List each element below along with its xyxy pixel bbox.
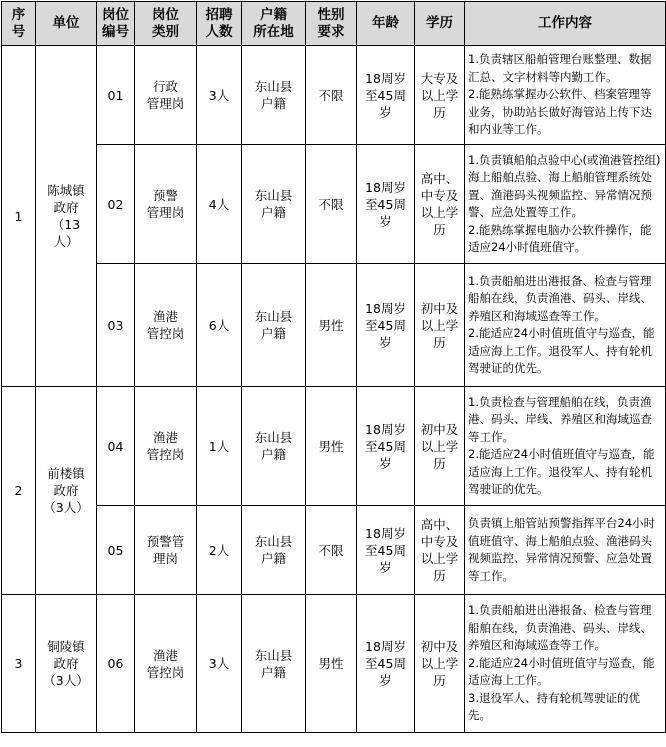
age-cell: 18周岁 至45周 岁 <box>357 145 415 264</box>
header-gender: 性别 要求 <box>306 2 357 46</box>
age-cell: 18周岁 至45周 岁 <box>357 595 415 733</box>
content-cell: 1.负责辖区船舶管理台账整理、数据汇总、文字材料等内勤工作。 2.能熟练掌握办公软件、档案管理等业务，协助站长做好海管站上传下达和内业等工作。 <box>465 46 666 145</box>
table-row <box>2 145 666 264</box>
header-content: 工作内容 <box>465 2 666 46</box>
count-cell: 1人 <box>197 387 242 506</box>
table-row <box>2 506 666 595</box>
unit-cell: 陈城镇 政府 （13 人） <box>36 46 97 387</box>
gender-cell: 不限 <box>306 46 357 145</box>
code-cell: 04 <box>97 387 135 506</box>
edu-cell: 初中及 以上学 历 <box>415 387 465 506</box>
edu-cell: 大专及 以上学 历 <box>415 46 465 145</box>
table-row <box>2 46 666 145</box>
edu-cell: 初中及 以上学 历 <box>415 264 465 387</box>
count-cell: 6人 <box>197 264 242 387</box>
recruitment-table <box>1 1 666 733</box>
age-cell: 18周岁 至45周 岁 <box>357 46 415 145</box>
header-hukou: 户籍 所在地 <box>242 2 306 46</box>
header-edu: 学历 <box>415 2 465 46</box>
table-row <box>2 264 666 387</box>
hukou-cell: 东山县 户籍 <box>242 145 306 264</box>
content-cell: 1.负责检查与管理船舶在线，负责渔港、码头、岸线、养殖区和海域巡查等工作。 2.能适应24小时值班值守与巡查，能适应海上工作。退役军人、持有轮机驾驶证的优先。 <box>465 387 666 506</box>
category-cell: 渔港 管控岗 <box>135 264 197 387</box>
table-row <box>2 595 666 733</box>
header-seq: 序 号 <box>2 2 36 46</box>
seq-cell: 2 <box>2 387 36 595</box>
edu-cell: 高中、 中专及 以上学 历 <box>415 506 465 595</box>
category-cell: 行政 管理岗 <box>135 46 197 145</box>
age-cell: 18周岁 至45周 岁 <box>357 387 415 506</box>
age-cell: 18周岁 至45周 岁 <box>357 506 415 595</box>
category-cell: 预警管 理岗 <box>135 506 197 595</box>
count-cell: 4人 <box>197 145 242 264</box>
count-cell: 3人 <box>197 595 242 733</box>
content-cell: 1.负责船舶进出港报备、检查与管理船舶在线，负责渔港、码头、岸线、养殖区和海域巡查等工作。 2.能适应24小时值班值守与巡查，能适应海上工作。 3.退役军人、持有轮机驾驶证的优先。 <box>465 595 666 733</box>
hukou-cell: 东山县 户籍 <box>242 264 306 387</box>
hukou-cell: 东山县 户籍 <box>242 46 306 145</box>
content-cell: 1.负责船舶进出港报备、检查与管理船舶在线，负责渔港、码头、岸线、养殖区和海域巡查等工作。 2.能适应24小时值班值守与巡查，能适应海上工作。退役军人、持有轮机驾驶证的优先。 <box>465 264 666 387</box>
count-cell: 3人 <box>197 46 242 145</box>
table-row <box>2 387 666 506</box>
header-row <box>2 2 666 46</box>
count-cell: 2人 <box>197 506 242 595</box>
edu-cell: 高中、 中专及 以上学 历 <box>415 145 465 264</box>
hukou-cell: 东山县 户籍 <box>242 387 306 506</box>
content-cell: 1.负责镇船舶点验中心(或渔港管控组)海上船舶点验、海上船舶管理系统处置、渔港码头视频监控、异常情况预警、应急处置等工作。 2.能熟练掌握电脑办公软件操作，能适应24小时值班值守。 <box>465 145 666 264</box>
header-code: 岗位 编号 <box>97 2 135 46</box>
unit-cell: 前楼镇 政府 （3人） <box>36 387 97 595</box>
gender-cell: 不限 <box>306 145 357 264</box>
content-cell: 负责镇上船管站预警指挥平台24小时值班值守、海上船舶点验、渔港码头视频监控、异常情况预警、应急处置等工作。 <box>465 506 666 595</box>
gender-cell: 不限 <box>306 506 357 595</box>
header-category: 岗位 类别 <box>135 2 197 46</box>
code-cell: 03 <box>97 264 135 387</box>
category-cell: 渔港 管控岗 <box>135 595 197 733</box>
hukou-cell: 东山县 户籍 <box>242 595 306 733</box>
edu-cell: 初中及 以上学 历 <box>415 595 465 733</box>
code-cell: 02 <box>97 145 135 264</box>
seq-cell: 3 <box>2 595 36 733</box>
header-unit: 单位 <box>36 2 97 46</box>
header-count: 招聘 人数 <box>197 2 242 46</box>
unit-cell: 铜陵镇 政府 （3人） <box>36 595 97 733</box>
code-cell: 01 <box>97 46 135 145</box>
category-cell: 预警 管理岗 <box>135 145 197 264</box>
gender-cell: 男性 <box>306 387 357 506</box>
hukou-cell: 东山县 户籍 <box>242 506 306 595</box>
age-cell: 18周岁 至45周 岁 <box>357 264 415 387</box>
code-cell: 06 <box>97 595 135 733</box>
seq-cell: 1 <box>2 46 36 387</box>
gender-cell: 男性 <box>306 264 357 387</box>
header-age: 年龄 <box>357 2 415 46</box>
code-cell: 05 <box>97 506 135 595</box>
gender-cell: 男性 <box>306 595 357 733</box>
category-cell: 渔港 管控岗 <box>135 387 197 506</box>
